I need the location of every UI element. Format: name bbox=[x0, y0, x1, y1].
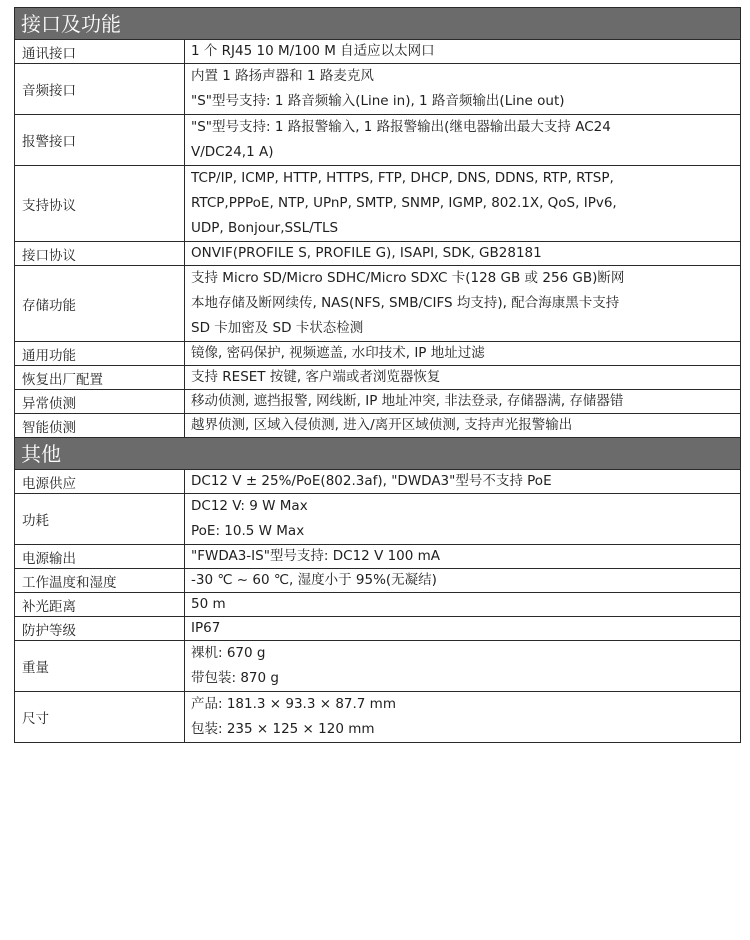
spec-row bbox=[15, 366, 740, 390]
spec-value bbox=[185, 545, 740, 568]
spec-value-line: 带包装: 870 g bbox=[191, 670, 279, 686]
spec-value bbox=[185, 569, 740, 592]
spec-value bbox=[185, 64, 740, 114]
spec-value-line: IP67 bbox=[191, 620, 221, 636]
spec-label: 通用功能 bbox=[15, 342, 185, 365]
spec-value-line: V/DC24,1 A) bbox=[191, 144, 274, 160]
spec-row bbox=[15, 545, 740, 569]
spec-row bbox=[15, 266, 740, 342]
spec-row bbox=[15, 470, 740, 494]
spec-value-line: 支持 RESET 按键, 客户端或者浏览器恢复 bbox=[191, 369, 441, 385]
spec-value-line: 镜像, 密码保护, 视频遮盖, 水印技术, IP 地址过滤 bbox=[191, 345, 485, 361]
spec-label: 工作温度和湿度 bbox=[15, 569, 185, 592]
spec-value-line: 裸机: 670 g bbox=[191, 645, 266, 661]
spec-row bbox=[15, 342, 740, 366]
spec-value-line: 1 个 RJ45 10 M/100 M 自适应以太网口 bbox=[191, 43, 435, 59]
spec-value-line: "S"型号支持: 1 路音频输入(Line in), 1 路音频输出(Line out) bbox=[191, 93, 565, 109]
spec-value-line: RTCP,PPPoE, NTP, UPnP, SMTP, SNMP, IGMP, 802.1X, QoS, IPv6, bbox=[191, 195, 617, 211]
spec-value bbox=[185, 617, 740, 640]
spec-value-line: UDP, Bonjour,SSL/TLS bbox=[191, 220, 339, 236]
spec-value-line: "S"型号支持: 1 路报警输入, 1 路报警输出(继电器输出最大支持 AC24 bbox=[191, 119, 611, 135]
spec-value-line: DC12 V: 9 W Max bbox=[191, 498, 308, 514]
spec-value bbox=[185, 414, 740, 437]
spec-row bbox=[15, 569, 740, 593]
spec-value bbox=[185, 593, 740, 616]
spec-label: 音频接口 bbox=[15, 64, 185, 114]
spec-label: 重量 bbox=[15, 641, 185, 691]
spec-row bbox=[15, 593, 740, 617]
spec-row bbox=[15, 115, 740, 166]
spec-table bbox=[14, 7, 741, 743]
spec-value bbox=[185, 494, 740, 544]
spec-value-line: 本地存储及断网续传, NAS(NFS, SMB/CIFS 均支持), 配合海康黑卡支持 bbox=[191, 295, 620, 311]
spec-value bbox=[185, 166, 740, 241]
spec-label: 报警接口 bbox=[15, 115, 185, 165]
spec-row bbox=[15, 242, 740, 266]
spec-label: 电源供应 bbox=[15, 470, 185, 493]
spec-value-line: ONVIF(PROFILE S, PROFILE G), ISAPI, SDK, GB28181 bbox=[191, 245, 542, 261]
spec-value-line: TCP/IP, ICMP, HTTP, HTTPS, FTP, DHCP, DNS, DDNS, RTP, RTSP, bbox=[191, 170, 614, 186]
spec-value-line: 产品: 181.3 × 93.3 × 87.7 mm bbox=[191, 696, 396, 712]
spec-value-line: 越界侦测, 区域入侵侦测, 进入/离开区域侦测, 支持声光报警输出 bbox=[191, 417, 573, 433]
spec-value-line: -30 ℃ ~ 60 ℃, 湿度小于 95%(无凝结) bbox=[191, 572, 437, 588]
spec-value-line: 内置 1 路扬声器和 1 路麦克风 bbox=[191, 68, 374, 84]
spec-value-line: 50 m bbox=[191, 596, 226, 612]
spec-value bbox=[185, 641, 740, 691]
spec-label: 支持协议 bbox=[15, 166, 185, 241]
spec-label: 补光距离 bbox=[15, 593, 185, 616]
spec-value-line: SD 卡加密及 SD 卡状态检测 bbox=[191, 320, 364, 336]
spec-row bbox=[15, 64, 740, 115]
spec-row bbox=[15, 166, 740, 242]
spec-label: 防护等级 bbox=[15, 617, 185, 640]
spec-value-line: 包装: 235 × 125 × 120 mm bbox=[191, 721, 375, 737]
spec-value bbox=[185, 266, 740, 341]
spec-row bbox=[15, 40, 740, 64]
spec-value bbox=[185, 342, 740, 365]
spec-label: 功耗 bbox=[15, 494, 185, 544]
spec-label: 尺寸 bbox=[15, 692, 185, 742]
spec-value bbox=[185, 40, 740, 63]
spec-row bbox=[15, 494, 740, 545]
section-header: 接口及功能 bbox=[15, 8, 740, 40]
spec-label: 恢复出厂配置 bbox=[15, 366, 185, 389]
spec-value-line: DC12 V ± 25%/PoE(802.3af), "DWDA3"型号不支持 PoE bbox=[191, 473, 552, 489]
spec-value bbox=[185, 242, 740, 265]
spec-row bbox=[15, 641, 740, 692]
spec-value bbox=[185, 470, 740, 493]
spec-value bbox=[185, 115, 740, 165]
spec-row bbox=[15, 414, 740, 438]
spec-label: 通讯接口 bbox=[15, 40, 185, 63]
section-header: 其他 bbox=[15, 438, 740, 470]
spec-label: 存储功能 bbox=[15, 266, 185, 341]
spec-value-line: "FWDA3-IS"型号支持: DC12 V 100 mA bbox=[191, 548, 441, 564]
spec-row bbox=[15, 692, 740, 742]
spec-value-line: 移动侦测, 遮挡报警, 网线断, IP 地址冲突, 非法登录, 存储器满, 存储器错 bbox=[191, 393, 624, 409]
spec-value bbox=[185, 692, 740, 742]
spec-row bbox=[15, 617, 740, 641]
spec-label: 异常侦测 bbox=[15, 390, 185, 413]
spec-value bbox=[185, 390, 740, 413]
spec-label: 电源输出 bbox=[15, 545, 185, 568]
spec-value-line: PoE: 10.5 W Max bbox=[191, 523, 305, 539]
spec-label: 智能侦测 bbox=[15, 414, 185, 437]
spec-label: 接口协议 bbox=[15, 242, 185, 265]
spec-row bbox=[15, 390, 740, 414]
spec-value-line: 支持 Micro SD/Micro SDHC/Micro SDXC 卡(128 GB 或 256 GB)断网 bbox=[191, 270, 625, 286]
spec-value bbox=[185, 366, 740, 389]
